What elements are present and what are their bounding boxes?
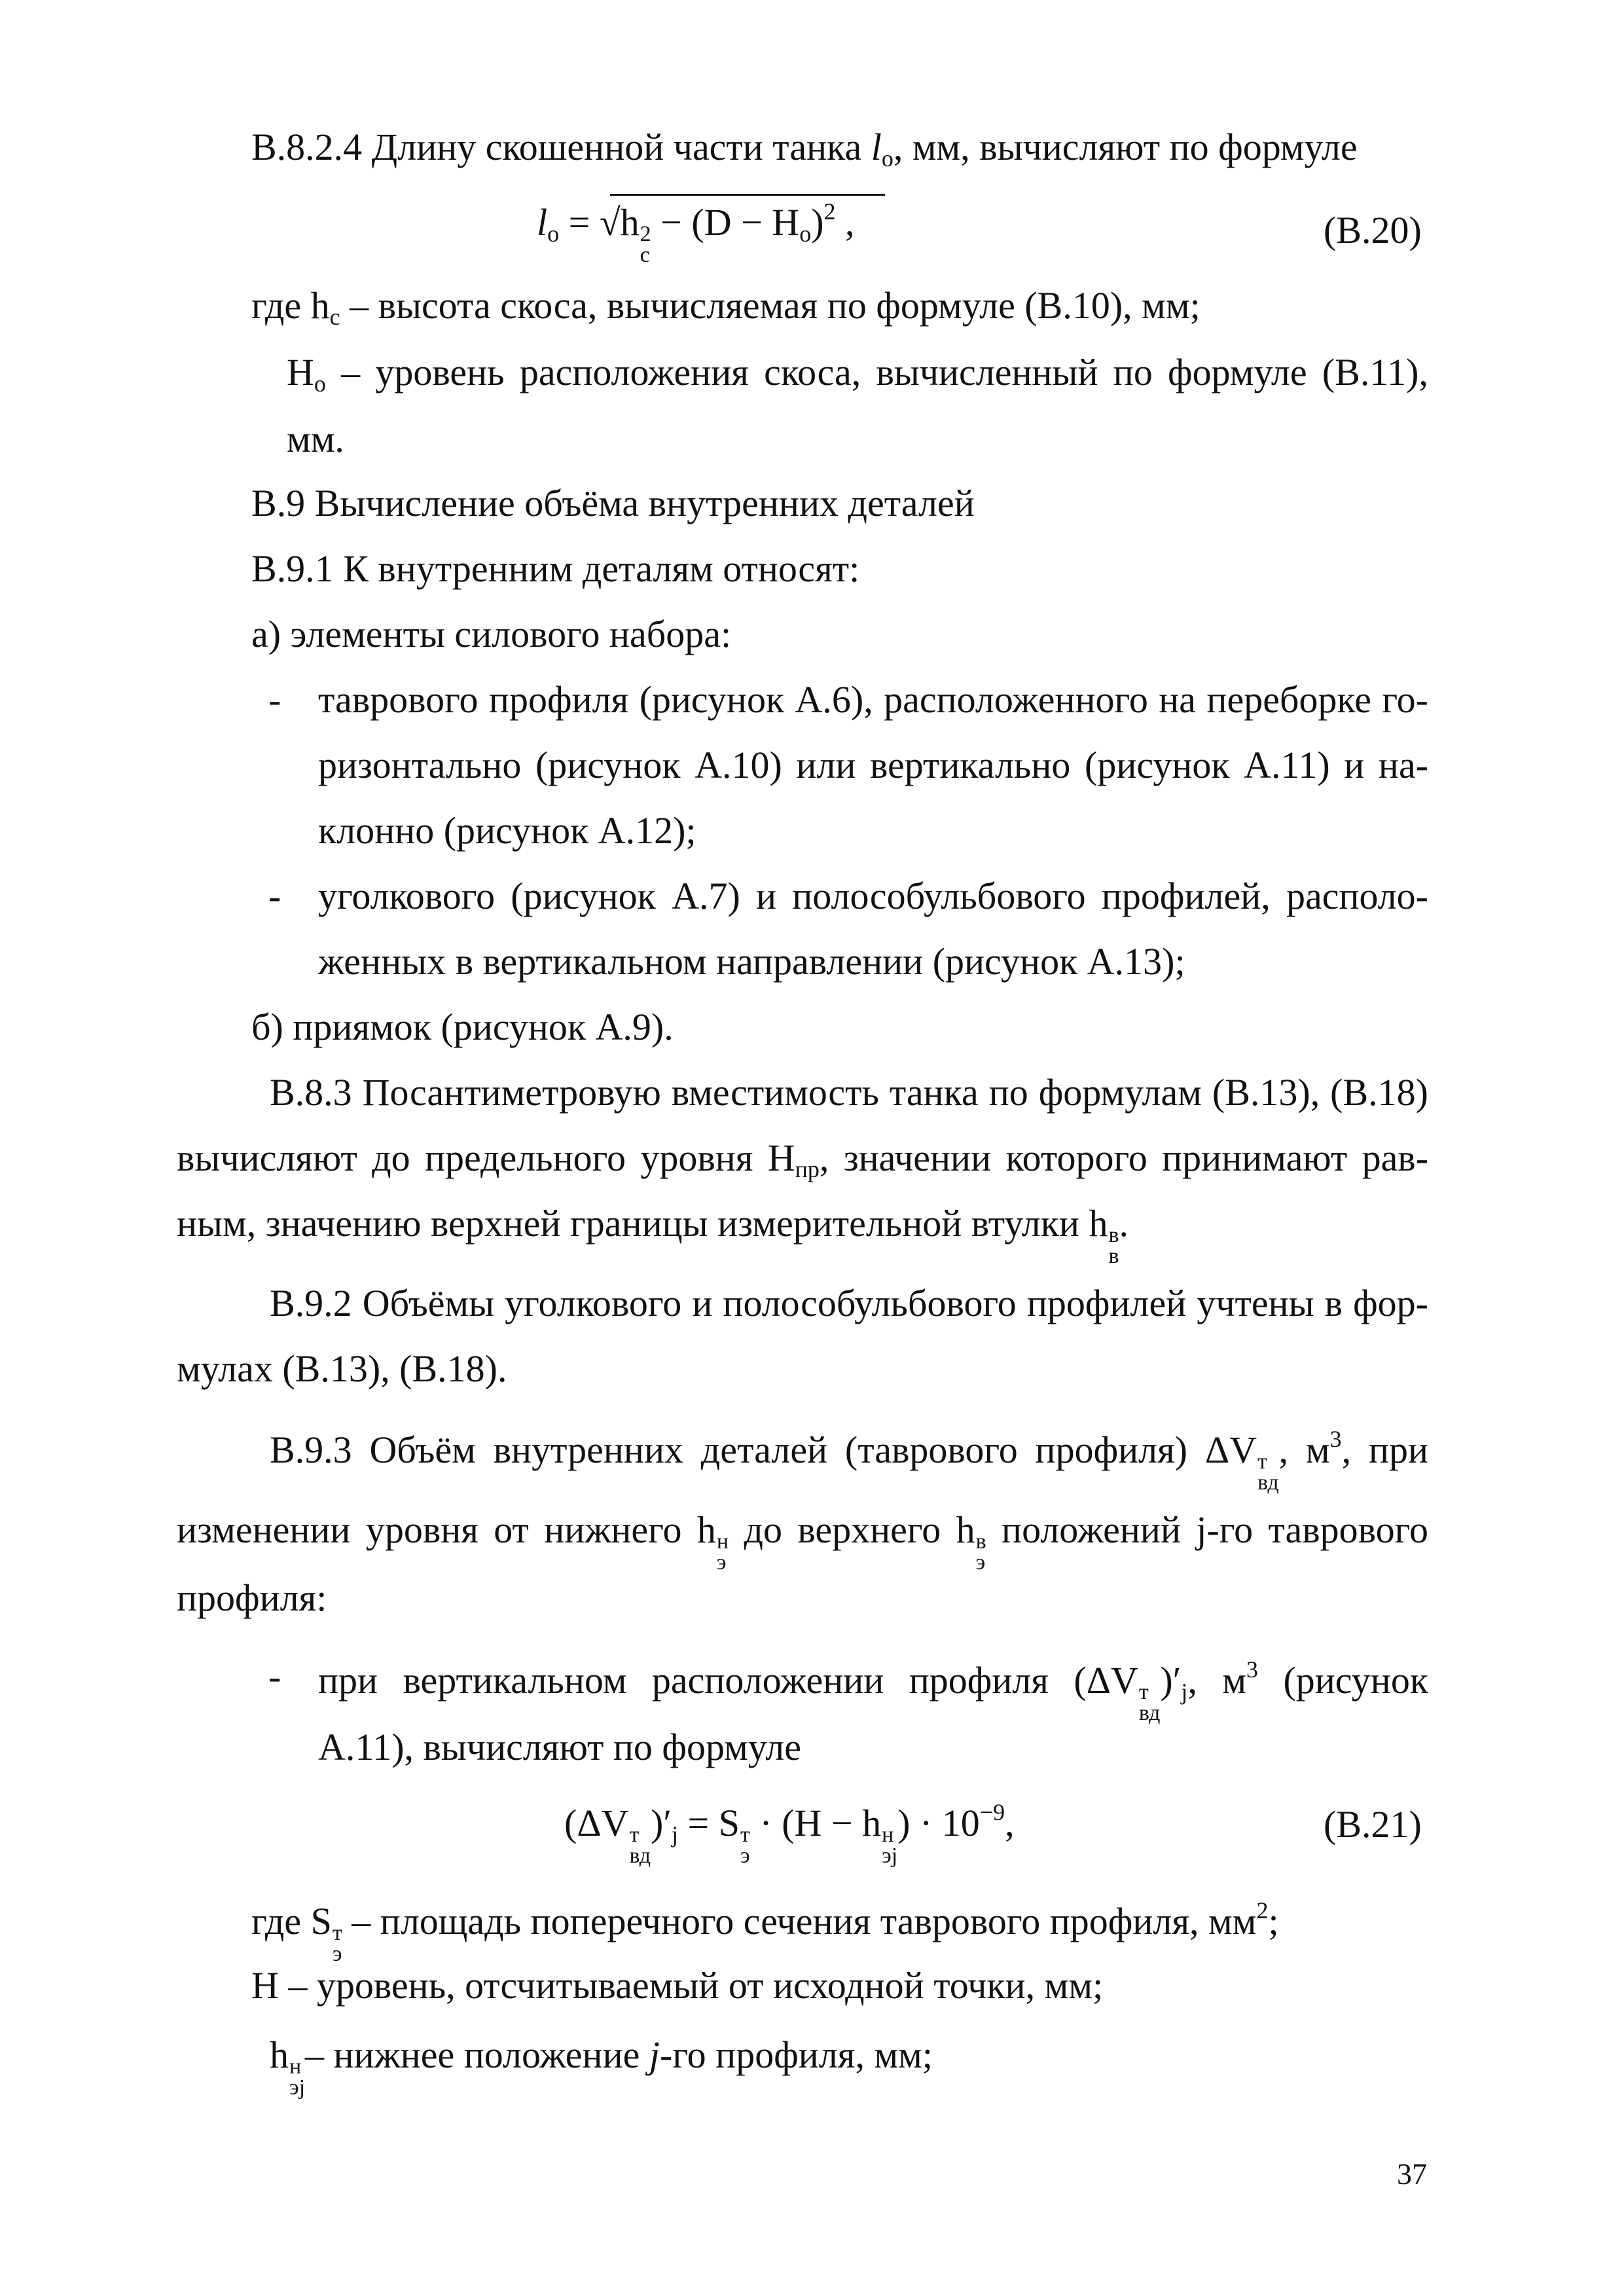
formula-b21-d-indices xyxy=(882,1822,898,1868)
clause-b83-line3-sub: в xyxy=(1108,1243,1119,1268)
where-hj-sup: н xyxy=(289,2054,302,2079)
where-s-sub: э xyxy=(332,1941,342,1966)
clause-b83-line1: В.8.3 Посантиметровую вместимость танка по формулам (В.13), (В.18) xyxy=(270,1071,1428,1114)
bullet2-line1: уголкового (рисунок А.7) и полособульбового профилей, располо- xyxy=(318,875,1428,917)
clause-b83-line3-indices xyxy=(1108,1222,1119,1268)
where-hc-sub: c xyxy=(329,304,340,330)
clause-b93-line1 xyxy=(270,1427,1428,1493)
formula-b20-h-indices xyxy=(640,221,651,267)
where-ho-pre: H xyxy=(287,351,314,393)
clause-b92-line1: В.9.2 Объёмы уголкового и полособульбового профилей учтены в фор- xyxy=(270,1282,1428,1324)
clause-b83-line3-sup: в xyxy=(1108,1222,1119,1247)
clause-b83-line3 xyxy=(177,1202,1129,1268)
where-s-pre: где S xyxy=(251,1900,332,1942)
clause-b83-line3-tail: . xyxy=(1119,1202,1129,1245)
clause-b93-line1-m3: 3 xyxy=(1329,1426,1342,1452)
formula-b20-comma: , xyxy=(835,201,855,244)
clause-b83-line2 xyxy=(177,1139,1428,1181)
formula-b21-b: )′ xyxy=(651,1802,672,1844)
clause-b93-line1-tail: , при xyxy=(1341,1429,1429,1471)
formula-b20-close-sup: 2 xyxy=(823,198,836,225)
clause-b93-line2-indices1 xyxy=(717,1531,729,1574)
vertical-line1-sup: т xyxy=(1138,1679,1149,1704)
where-s xyxy=(251,1899,1279,1965)
formula-b21 xyxy=(564,1800,1015,1867)
formula-b20-lhs-sub: o xyxy=(547,221,560,247)
clause-b93-line2-tail: положений j-го таврового xyxy=(986,1508,1428,1551)
where-ho-sub: o xyxy=(314,371,326,397)
bullet1-line1: таврового профиля (рисунок А.6), расположенного на переборке го- xyxy=(318,678,1428,721)
vertical-line1-m3: 3 xyxy=(1246,1656,1259,1683)
clause-b93-line2-sub2: э xyxy=(975,1550,986,1575)
vertical-line1-close: )′ xyxy=(1160,1659,1182,1702)
clause-b93-line2 xyxy=(177,1508,1428,1575)
clause-b83-line3-pre: ным, значению верхней границы измерительной втулки h xyxy=(177,1202,1108,1245)
formula-b21-a-indices xyxy=(629,1822,651,1868)
formula-b20-radical-bar xyxy=(610,194,885,196)
where-hj-j: j xyxy=(649,2033,660,2076)
clause-b824 xyxy=(251,128,1358,170)
where-s-indices xyxy=(332,1920,342,1966)
formula-b20 xyxy=(537,200,855,266)
formula-b20-mid: − (D − H xyxy=(651,201,800,244)
formula-b21-c-sup: т xyxy=(740,1822,750,1847)
where-hj-tail: -го профиля, мм; xyxy=(660,2033,933,2076)
where-ho-tail: – уровень расположения скоса, вычисленный по формуле (В.11), xyxy=(325,351,1428,393)
where-hj-sub: эj xyxy=(289,2075,306,2100)
formula-b20-close: ) xyxy=(811,201,824,244)
item-a: а) элементы силового набора: xyxy=(251,613,732,655)
item-b: б) приямок (рисунок А.9). xyxy=(251,1006,674,1048)
bullet1-line3: клонно (рисунок А.12); xyxy=(318,809,696,852)
vertical-line1 xyxy=(318,1658,1428,1724)
formula-b21-c: = S xyxy=(678,1802,740,1844)
formula-b21-f: , xyxy=(1005,1802,1015,1844)
formula-b21-d-sub: эj xyxy=(882,1843,898,1868)
formula-b20-H-sub: o xyxy=(799,221,812,247)
vertical-line2: А.11), вычисляют по формуле xyxy=(318,1726,801,1768)
clause-b93-line1-sub: вд xyxy=(1257,1470,1279,1495)
formula-b21-e-sup: −9 xyxy=(979,1799,1005,1825)
where-s-tail: – площадь поперечного сечения таврового профиля, мм xyxy=(342,1900,1257,1942)
clause-b824-tail: , мм, вычисляют по формуле xyxy=(893,126,1358,168)
vertical-line1-j: j xyxy=(1181,1679,1188,1705)
formula-b21-b-sub: j xyxy=(672,1821,679,1848)
where-s-sq: 2 xyxy=(1256,1897,1269,1923)
clause-b93-line2-indices2 xyxy=(976,1531,986,1574)
page-number: 37 xyxy=(1397,2157,1427,2191)
clause-b93-line2-sub1: э xyxy=(716,1550,727,1575)
clause-b93-line2-pre: изменении уровня от нижнего h xyxy=(177,1508,716,1551)
clause-b93-line3: профиля: xyxy=(177,1576,327,1619)
where-hc-pre: где h xyxy=(251,284,330,327)
clause-b83-line2-pre: вычисляют до предельного уровня H xyxy=(177,1137,795,1179)
vertical-line1-tail: (рисунок xyxy=(1258,1659,1428,1702)
formula-b21-e: ) · 10 xyxy=(897,1802,980,1844)
vertical-line1-pre: при вертикальном расположении профиля (ΔV xyxy=(318,1659,1138,1702)
where-s-sup: т xyxy=(332,1920,342,1945)
clause-b83-line2-sub: пр xyxy=(795,1156,820,1182)
bullet2-line2: женных в вертикальном направлении (рисунок А.13); xyxy=(318,940,1185,983)
clause-b92-line2: мулах (В.13), (В.18). xyxy=(177,1347,507,1390)
formula-b20-h-sup: 2 xyxy=(640,221,651,246)
clause-b93-line2-sup2: в xyxy=(975,1529,986,1554)
bullet-dash: - xyxy=(268,875,281,917)
section-b9: В.9 Вычисление объёма внутренних деталей xyxy=(251,482,975,524)
symbol-l: l xyxy=(871,126,882,168)
clause-b93-line2-mid: до верхнего h xyxy=(729,1508,975,1551)
where-hc-tail: – высота скоса, вычисляемая по формуле (В.10), мм; xyxy=(340,284,1200,327)
formula-b21-number: (В.21) xyxy=(1324,1803,1422,1846)
where-hj-indices xyxy=(289,2056,305,2099)
bullet1-line2: ризонтально (рисунок А.10) или вертикально (рисунок А.11) и на- xyxy=(318,744,1428,786)
clause-b93-line1-mid: , м xyxy=(1278,1429,1330,1471)
clause-b93-line1-indices xyxy=(1257,1451,1279,1494)
where-hj-pre: h xyxy=(270,2033,289,2076)
clause-b83-line2-tail: , значении которого принимают рав- xyxy=(819,1137,1429,1179)
where-ho xyxy=(287,351,1428,397)
formula-b20-sqrt: = √h xyxy=(568,201,640,244)
clause-b93-line1-pre: В.9.3 Объём внутренних деталей (таврового профиля) ΔV xyxy=(270,1429,1257,1471)
clause-b93-line1-sup: т xyxy=(1257,1449,1267,1474)
formula-b20-lhs: l xyxy=(537,201,548,244)
bullet-dash: - xyxy=(268,678,281,721)
where-ho-cont: мм. xyxy=(287,418,344,460)
clause-b824-text: В.8.2.4 Длину скошенной части танка xyxy=(251,126,862,168)
formula-b20-h-sub: c xyxy=(640,242,650,267)
symbol-l-sub: о xyxy=(881,145,893,172)
formula-b21-d: · (H − h xyxy=(749,1802,882,1844)
formula-b21-c-indices xyxy=(740,1822,750,1868)
bullet-dash: - xyxy=(268,1655,281,1698)
vertical-line1-mid: , м xyxy=(1187,1659,1247,1702)
formula-b21-d-sup: н xyxy=(882,1822,894,1847)
where-h: H – уровень, отсчитываемый от исходной точки, мм; xyxy=(251,1964,1104,2007)
formula-b21-c-sub: э xyxy=(740,1843,750,1868)
formula-b21-a: (ΔV xyxy=(564,1802,629,1844)
clause-b93-line2-sup1: н xyxy=(716,1529,729,1554)
where-s-end: ; xyxy=(1268,1900,1279,1942)
formula-b20-number: (В.20) xyxy=(1324,209,1422,251)
formula-b21-a-sub: вд xyxy=(629,1843,651,1868)
clause-b91: В.9.1 К внутренним деталям относят: xyxy=(251,547,860,590)
formula-b21-a-sup: т xyxy=(629,1822,640,1847)
where-hc xyxy=(251,284,1200,330)
where-hj-mid: – нижнее положение xyxy=(305,2033,649,2076)
where-hj xyxy=(270,2033,933,2100)
vertical-line1-indices xyxy=(1138,1679,1161,1725)
vertical-line1-sub: вд xyxy=(1138,1700,1161,1725)
